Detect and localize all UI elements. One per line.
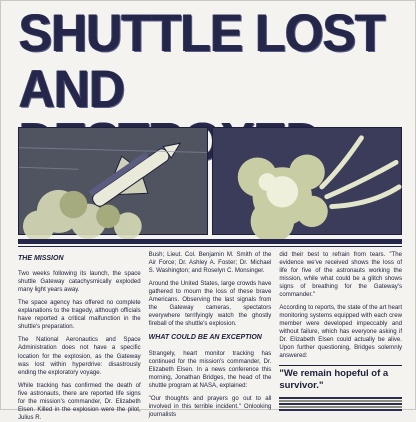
paragraph: While tracking has confirmed the death of five astronauts, there are reported life signs for the mission's commander, Dr. Elizabeth Elsen. Killed in the explosion were the pilot, Julius R. <box>18 381 141 421</box>
article-column-1 <box>18 251 141 421</box>
paragraph: Two weeks following its launch, the space shuttle Gateway catachysmically exploded many light years away. <box>18 270 141 294</box>
photo-strip <box>18 127 402 235</box>
paragraph: "Our thoughts and prayers go out to all involved in this terrible incident." Onlooking journalists <box>148 394 272 418</box>
divider-thick <box>18 239 402 244</box>
decorative-stripes <box>279 397 402 413</box>
article-column-3 <box>279 251 402 401</box>
divider-thin <box>18 246 402 247</box>
explosion-photo <box>212 127 402 235</box>
pull-quote: "We remain hopeful of a survivor." <box>279 365 402 391</box>
section-heading-mission: THE MISSION <box>18 255 64 262</box>
paragraph: Around the United States, large crowds have gathered to mourn the loss of these brave Americans. Observing the last signals from the Gateway cameras, spectators everywhere terrifyingly watch the ghostly fireball of the shuttle's explosion. <box>148 280 272 328</box>
shuttle-launch-icon <box>19 128 207 234</box>
headline-line-1: SHUTTLE LOST <box>19 3 385 63</box>
paragraph: The space agency has offered no complete explanations to the tragedy, although officials have reported a critical malfunction in the shuttle's preparation. <box>18 299 141 331</box>
paragraph: The National Aeronautics and Space Administration does not have a specific location for the explosion, as the Gateway was lost within hyperdrive: disastrously ending the exploratory voyage. <box>18 336 141 376</box>
headline-line-2: AND <box>19 59 125 119</box>
paragraph: Bush; Lieut. Col. Benjamin M. Smith of the Air Force; Dr. Ashley A. Foster; Dr. Michael S. Washington; and Roselyn C. Monsinger. <box>148 251 272 275</box>
paragraph: According to reports, the state of the art heart monitoring systems equipped with each crew member were developed impeccably and without failure, which has everyone asking if Dr. Elizabeth Elsen could actually be alive. Upon further questioning, Bridges solemnly answered: <box>279 304 403 360</box>
article-columns <box>18 251 403 421</box>
article-column-2 <box>148 251 272 418</box>
paragraph: did their best to refrain from tears. "The evidence we've received shows the loss of life for five of the astronauts working the mission, while what could be a glitch shows signs of breathing for the Gateway's commander." <box>279 251 403 299</box>
shuttle-launch-photo <box>18 127 208 235</box>
section-heading-exception: WHAT COULD BE AN EXCEPTION <box>148 334 262 342</box>
explosion-smoke-icon <box>213 128 401 234</box>
paragraph: Strangely, heart monitor tracking has continued for the mission's commander, Dr. Elizabeth Elsen. In a news conference this morning, Jonathan Bridges, the head of the shuttle program at NASA, explained: <box>148 349 272 389</box>
